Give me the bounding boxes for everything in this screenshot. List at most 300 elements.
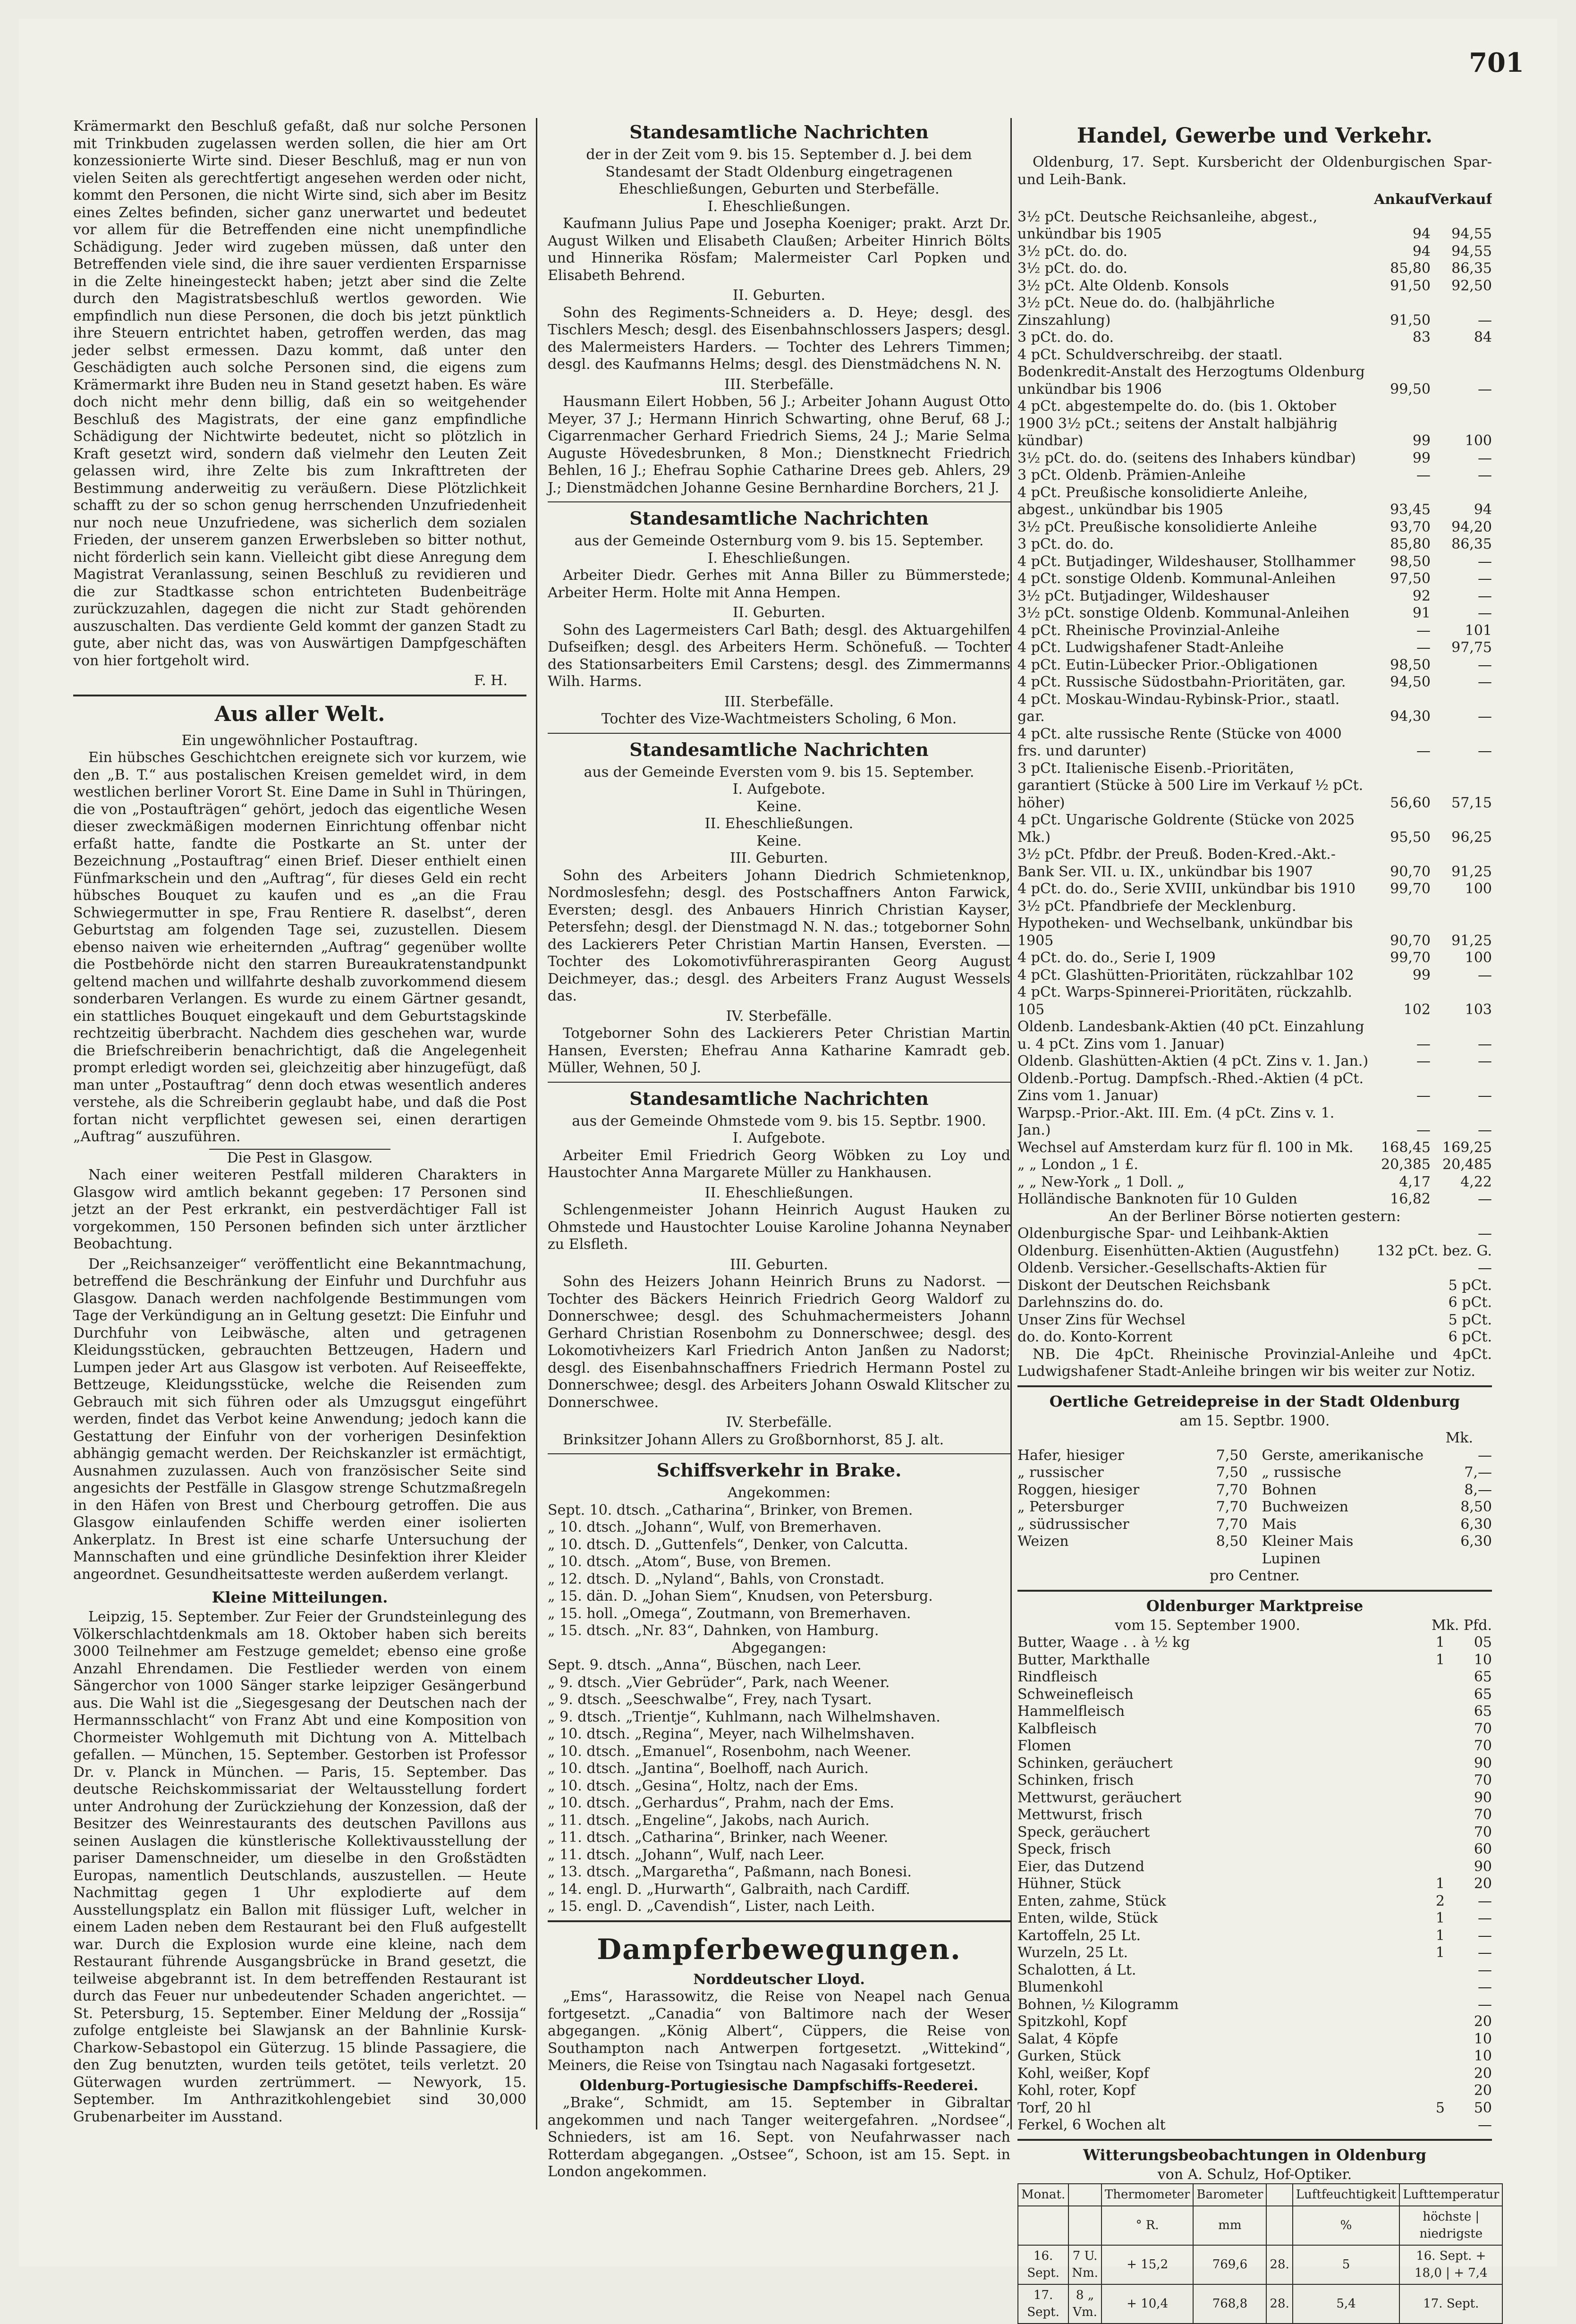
ankauf-value: 16,82 — [1390, 1191, 1431, 1207]
pfennig-value: 70 — [1474, 1772, 1492, 1789]
verkauf-value: — — [1478, 1035, 1492, 1052]
table-row — [1017, 1260, 1492, 1277]
ankauf-value: 94 — [1412, 243, 1431, 260]
column-2 — [548, 118, 1010, 2184]
table-row — [1262, 1516, 1492, 1534]
verkauf-value: 100 — [1465, 881, 1492, 897]
row-value: 7,50 — [1216, 1464, 1248, 1481]
table-row — [1017, 1807, 1492, 1824]
row-label: 4 pCt. abgestempelte do. do. (bis 1. Oktober 1900 3½ pCt.; seitens der Anstalt halbjährig kündbar) — [1017, 398, 1338, 449]
table-row — [1017, 657, 1492, 674]
table-cell: 16. Sept. + 18,0 | + 7,4 — [1399, 2245, 1502, 2284]
ankauf-value: 99 — [1412, 967, 1431, 984]
row-label: 4 pCt. do. do., Serie XVIII, unkündbar bis 1910 — [1017, 881, 1356, 897]
column-header: Luftfeuchtigkeit — [1293, 2184, 1399, 2206]
table-row — [1017, 1174, 1492, 1191]
mark-value — [1402, 2117, 1445, 2134]
table-row — [1017, 1721, 1492, 1738]
article-text: Leipzig, 15. September. Zur Feier der Grundsteinlegung des Völkerschlachtdenkmals am 18. Oktober haben sich bereits 3000 Teilnehmer am Festzuge gemeldet; ebenso eine große Anzahl Ehrendamen. Die Festlieder werden von einem Sängerchor von 1000 Sänger starke leipziger Gesängerbund aus. Die Wahl ist die „Siegesgesang der Deutschen nach der Hermannsschlacht“ von Franz Abt und eine Komposition von Chormeister Wohlgemuth mit Dichtung von A. Mittelbach gefallen. — München, 15. September. Gestorben ist Professor Dr. v. Planck in München. — Paris, 15. September. Das deutsche Reichskommissariat der Weltausstellung fordert unter Androhung der Zurückziehung der Konzession, daß der Besitzer des Weinrestaurants des deutschen Pavillons aus seinen Auslagen die künstlerische Kollektivausstellung der pariser Damenschneider, um dieselbe in den Großstädten Europas, namentlich Deutschlands, auszustellen. — Heute Nachmittag gegen 1 Uhr explodierte auf dem Ausstellungsplatz ein Ballon mit flüssiger Luft, welcher in einem Laden neben dem Restaurant bei den Fluß aufgestellt war. Durch die Explosion wurde eine kleine, nach dem Restaurant führende Ausgangsbrücke in Brand gesetzt, die teilweise abgebrannt ist. In dem betreffenden Restaurant ist durch das Feuer nur unbedeutender Schaden angerichtet. — St. Petersburg, 15. September. Einer Meldung der „Rossija“ zufolge entgleiste bei Slawjansk an der Bahnlinie Kursk-Charkow-Sebastopol ein Güterzug. 15 blinde Passagiere, die den Zug benutzten, wurden teils getötet, teils verletzt. 20 Güterwagen wurden zertrümmert. — Newyork, 15. September. Im Anthrazitkohlengebiet sind 30,000 Grubenarbeiter im Ausstand. — [73, 1609, 526, 2125]
divider — [1017, 1385, 1492, 1387]
ankauf-value: 97,50 — [1390, 570, 1431, 587]
section-title: Dampferbewegungen. — [597, 1933, 961, 1966]
row-label: Hafer, hiesiger — [1017, 1447, 1124, 1464]
row-value: 8,— — [1464, 1481, 1492, 1498]
row-label: „ Petersburger — [1017, 1499, 1124, 1515]
table-row — [1017, 1464, 1248, 1482]
row-label: 3 pCt. Oldenb. Prämien-Anleihe — [1017, 467, 1246, 483]
pfennig-value: 70 — [1474, 1807, 1492, 1823]
mark-value — [1402, 1772, 1445, 1790]
mark-value: 5 — [1435, 2099, 1445, 2116]
table-row — [1017, 2082, 1492, 2100]
mark-value: 1 — [1435, 1651, 1445, 1668]
row-label: Kohl, weißer, Kopf — [1017, 2065, 1149, 2082]
mark-value — [1402, 1721, 1445, 1738]
section-title: Oertliche Getreidepreise in der Stadt Oldenburg — [1049, 1392, 1460, 1410]
table-row — [1017, 1669, 1492, 1686]
ankauf-value: 85,80 — [1390, 536, 1431, 552]
ankauf-value: 90,70 — [1390, 932, 1431, 949]
ankauf-value: 98,50 — [1390, 656, 1431, 673]
unit-note: pro Centner. — [1210, 1568, 1300, 1584]
row-label: 4 pCt. Ungarische Goldrente (Stücke von 2025 Mk.) — [1017, 812, 1355, 846]
row-label: Schweinefleisch — [1017, 1686, 1134, 1703]
entry-text: Hausmann Eilert Hobben, 56 J.; Arbeiter Johann August Otto Meyer, 37 J.; Hermann Hinrich Schwarting, ohne Beruf, 68 J.; Cigarrenmacher Gerhard Friedrich Siems, 24 J.; Marie Selma Auguste Hövedesbrunken, 8 Mon.; Dienstknecht Friedrich Behlen, 16 J.; Ehefrau Sophie Catharine Drees geb. Ahlers, 29 J.; Dienstmädchen Johanne Gesine Bernhardine Borchers, 21 J. — [548, 393, 1010, 496]
row-label: 3½ pCt. Butjadinger, Wildeshauser — [1017, 587, 1269, 604]
row-value: 6,30 — [1460, 1516, 1492, 1533]
weather-table — [1017, 2183, 1503, 2324]
row-label: Enten, wilde, Stück — [1017, 1910, 1158, 1926]
ankauf-value: 93,70 — [1390, 518, 1431, 535]
verkauf-value: — — [1478, 674, 1492, 690]
list-item: „ 15. holl. „Omega“, Zoutmann, von Bremerhaven. — [548, 1605, 911, 1622]
entry-text: Keine. — [756, 832, 802, 849]
mark-value — [1402, 1790, 1445, 1807]
verkauf-value: — — [1478, 312, 1492, 329]
row-value: 5 pCt. — [1448, 1277, 1492, 1294]
column-subheader: ° R. — [1102, 2206, 1194, 2245]
section-subtitle: aus der Gemeinde Eversten vom 9. bis 15. September. — [584, 763, 974, 780]
article-title: Kleine Mitteilungen. — [212, 1588, 388, 1606]
row-label: Blumenkohl — [1017, 1979, 1103, 1995]
row-label: 3½ pCt. Pfdbr. der Preuß. Boden-Kred.-Akt.-Bank Ser. VII. u. IX., unkündbar bis 1907 — [1017, 846, 1336, 880]
divider — [1017, 1590, 1492, 1592]
ankauf-value: 92 — [1412, 587, 1431, 604]
subheading: Angekommen: — [727, 1484, 831, 1501]
row-label: Wechsel auf Amsterdam kurz für fl. 100 in Mk. — [1017, 1139, 1354, 1156]
row-label: Lupinen — [1262, 1550, 1321, 1567]
table-row — [1017, 1910, 1492, 1927]
row-label: Torf, 20 hl — [1017, 2099, 1091, 2116]
table-row — [1017, 1105, 1492, 1139]
verkauf-value: — — [1478, 553, 1492, 570]
ankauf-value: 91 — [1412, 605, 1431, 621]
column-subheader — [1018, 2206, 1068, 2245]
row-label: Weizen — [1017, 1533, 1069, 1550]
column-header — [1068, 2184, 1102, 2206]
row-value: — — [1478, 1260, 1492, 1276]
row-label: Mettwurst, frisch — [1017, 1807, 1143, 1823]
section-title-aus-aller-welt: Aus aller Welt. — [214, 702, 385, 726]
divider — [73, 695, 526, 696]
ankauf-value: 4,17 — [1399, 1173, 1431, 1190]
table-row — [1262, 1447, 1492, 1465]
article-title: Die Pest in Glasgow. — [227, 1149, 373, 1166]
ankauf-value: 95,50 — [1390, 829, 1431, 846]
list-item: „ 10. dtsch. „Jantina“, Boelhoff, nach Aurich. — [548, 1760, 869, 1777]
mark-value — [1402, 1824, 1445, 1841]
pfennig-value: 70 — [1474, 1824, 1492, 1841]
subheading: III. Geburten. — [730, 1256, 828, 1273]
ankauf-value: — — [1416, 1053, 1431, 1069]
ankauf-value: 83 — [1412, 329, 1431, 346]
row-label: „ russische — [1262, 1464, 1341, 1481]
table-row — [1018, 2284, 1502, 2324]
verkauf-value: 96,25 — [1451, 829, 1492, 846]
mark-value — [1402, 1858, 1445, 1876]
unit-label: Mk. — [1445, 1430, 1473, 1446]
row-label: 3½ pCt. Pfandbriefe der Mecklenburg. Hypotheken- und Wechselbank, unkündbar bis 1905 — [1017, 898, 1353, 949]
pfennig-value: 50 — [1474, 2099, 1492, 2116]
newspaper-page — [19, 19, 1557, 2319]
table-row — [1017, 1277, 1492, 1295]
row-label: 4 pCt. Butjadinger, Wildeshauser, Stollhammer — [1017, 553, 1356, 570]
table-row — [1017, 329, 1492, 347]
entry-text: Arbeiter Emil Friedrich Georg Wöbken zu Loy und Haustochter Anna Margarete Müller zu Hankhausen. — [548, 1147, 1010, 1181]
verkauf-value: 94,55 — [1451, 243, 1492, 260]
verkauf-value: 92,50 — [1451, 277, 1492, 294]
pfennig-value: 90 — [1474, 1789, 1492, 1806]
list-item: „ 10. dtsch. „Atom“, Buse, von Bremen. — [548, 1553, 831, 1570]
row-label: 3 pCt. Italienische Eisenb.-Prioritäten, garantiert (Stücke à 500 Lire im Verkauf ½ pCt. höher) — [1017, 760, 1364, 811]
row-label: Kalbfleisch — [1017, 1720, 1097, 1737]
pfennig-value: 60 — [1474, 1841, 1492, 1858]
table-cell: + 15,2 — [1102, 2245, 1194, 2284]
row-label: 4 pCt. Warps-Spinnerei-Prioritäten, rückzahlb. 105 — [1017, 984, 1352, 1018]
pfennig-value: 10 — [1474, 2048, 1492, 2064]
mark-value: 1 — [1435, 1634, 1445, 1651]
pfennig-value: 70 — [1474, 1738, 1492, 1754]
section-title: Standesamtliche Nachrichten — [629, 121, 929, 143]
table-row — [1017, 622, 1492, 640]
subheading: II. Geburten. — [732, 604, 826, 621]
section-title: Standesamtliche Nachrichten — [629, 1087, 929, 1109]
list-item: „ 10. dtsch. „Gerhardus“, Prahm, nach der Ems. — [548, 1795, 894, 1811]
list-item: Sept. 10. dtsch. „Catharina“, Brinker, von Bremen. — [548, 1501, 913, 1518]
entry-text: Sohn des Heizers Johann Heinrich Bruns zu Nadorst. — Tochter des Bäckers Heinrich Friedrich Georg Waldorf zu Donnerschwee; desgl. des Schuhmachermeisters Johann Gerhard Christian Rosenbohm zu Donnerschwee; desgl. des Lokomotivheizers Karl Friedrich Anton Janßen zu Nadorst; desgl. des Eisenbahnschaffners Friedrich Hermann Postel zu Donnerschwee; desgl. des Arbeiters Johann Oswald Klitscher zu Donnerschwee. — [548, 1273, 1010, 1411]
table-cell: 769,6 — [1193, 2245, 1266, 2284]
row-label: Schinken, geräuchert — [1017, 1755, 1173, 1772]
ankauf-value: 93,45 — [1390, 501, 1431, 518]
row-label: Spitzkohl, Kopf — [1017, 2013, 1127, 2030]
table-row — [1017, 1018, 1492, 1053]
verkauf-value: 100 — [1465, 433, 1492, 449]
subheading: II. Eheschließungen. — [704, 815, 854, 832]
kurs-table — [1017, 209, 1492, 1208]
mark-value: 1 — [1435, 1944, 1445, 1961]
table-cell: 28. — [1266, 2245, 1292, 2284]
list-item: „ 10. dtsch. „Gesina“, Holtz, nach der Ems. — [548, 1777, 858, 1794]
table-row — [1017, 1053, 1492, 1070]
table-row — [1017, 1738, 1492, 1755]
row-value: 6 pCt. — [1448, 1294, 1492, 1311]
entry-text: „Ems“, Harassowitz, die Reise von Neapel nach Genua fortgesetzt. „Canadia“ von Baltimore nach der Weser abgegangen. „König Albert“, Cüppers, die Reise von Southampton nach Antwerpen fortgesetzt. „Wittekind“, Meiners, die Reise von Tsingtau nach Nagasaki fortgesetzt. — [548, 1988, 1010, 2074]
row-label: „ südrussischer — [1017, 1516, 1129, 1533]
row-label: 4 pCt. Schuldverschreibg. der staatl. Bodenkredit-Anstalt des Herzogtums Oldenburg unkündbar bis 1906 — [1017, 346, 1365, 398]
row-label: 3½ pCt. do. do. — [1017, 260, 1128, 277]
entry-text: Schlengenmeister Johann Heinrich August Hauken zu Ohmstede und Haustochter Louise Karoline Johanna Neynaber zu Elsfleth. — [548, 1202, 1010, 1253]
mark-value: 1 — [1435, 1875, 1445, 1892]
verkauf-value: 97,75 — [1451, 639, 1492, 656]
ankauf-value: — — [1416, 639, 1431, 656]
column-subheader: % — [1293, 2206, 1399, 2245]
mark-value: 1 — [1435, 1910, 1445, 1926]
table-row — [1017, 1225, 1492, 1243]
ankauf-value: 102 — [1403, 1001, 1431, 1018]
table-row — [1017, 1893, 1492, 1910]
row-label: Roggen, hiesiger — [1017, 1481, 1140, 1498]
table-row — [1017, 2013, 1492, 2031]
table-row — [1017, 1703, 1492, 1721]
row-label: „ „ New-York „ 1 Doll. „ — [1017, 1173, 1185, 1190]
column-header — [1266, 2184, 1292, 2206]
article-text: Ein hübsches Geschichtchen ereignete sich vor kurzem, wie den „B. T.“ aus postalischen Kreisen gemeldet wird, in dem westlichen berliner Vorort St. Eine Dame in Suhl in Thüringen, die von „Postaufträgen“ gehört, jedoch das eigentliche Wesen dieser zweckmäßigen modernen Einrichtung offenbar nicht erfaßt hatte, fandte die Postkarte an St. unter der Bezeichnung „Postauftrag“ einen Brief. Dieser enthielt einen Fünfmarkschein und den „Auftrag“, für dieses Geld ein recht hübsches Bouquet zu kaufen und es „an die Frau Schwiegermutter in spe, Frau Rentiere R. daselbst“, deren Geburtstag am folgenden Tage sei, zuzustellen. Diesem ebenso naiven wie erheiternden „Auftrag“ gegenüber wollte die Postbehörde nicht den starren Bureaukratenstandpunkt geltend machen und willfahrte deshalb zuvorkommend diesem sonderbaren Verlangen. Es wurde zu einem Gärtner gesandt, ein stattliches Bouquet eingekauft und dem Geburtstagskinde rechtzeitig überbracht. Nachdem dies geschehen war, wurde die Briefschreiberin benachrichtigt, daß die Angelegenheit prompt erledigt worden sei, gleichzeitig aber hinzugefügt, daß man unter „Postauftrag“ denn doch etwas wesentlich anderes verstehe, als die Schreiberin geglaubt habe, und daß die Post fortan nicht verpflichtet gewesen sei, einen derartigen „Auftrag“ auszuführen. — [73, 749, 526, 1145]
table-cell: 17. Sept. — [1018, 2284, 1068, 2324]
table-cell: + 10,4 — [1102, 2284, 1194, 2324]
row-label: 4 pCt. Russische Südostbahn-Prioritäten, gar. — [1017, 674, 1346, 690]
entry-text: Keine. — [756, 798, 802, 815]
table-row — [1017, 812, 1492, 846]
entry-text: Arbeiter Diedr. Gerhes mit Anna Biller zu Bümmerstede; Arbeiter Herm. Holte mit Anna Hempen. — [548, 567, 1010, 601]
verkauf-value: — — [1478, 587, 1492, 604]
table-row — [1262, 1533, 1492, 1551]
row-value: 5 pCt. — [1448, 1311, 1492, 1328]
table-row — [1017, 674, 1492, 691]
verkauf-value: — — [1478, 450, 1492, 466]
row-value: 7,70 — [1216, 1516, 1248, 1533]
subheading: IV. Sterbefälle. — [726, 1008, 832, 1025]
verkauf-value: 84 — [1474, 329, 1492, 346]
table-row — [1017, 1294, 1492, 1312]
kurs-header: Ankauf Verkauf — [1373, 191, 1492, 208]
table-row — [1017, 691, 1492, 726]
ankauf-value: 90,70 — [1390, 863, 1431, 880]
row-label: 3 pCt. do. do. — [1017, 329, 1114, 346]
table-row — [1017, 519, 1492, 536]
table-row — [1017, 1329, 1492, 1346]
list-item: „ 15. dän. D. „Johan Siem“, Knudsen, von Petersburg. — [548, 1588, 933, 1604]
mark-value — [1402, 2082, 1445, 2100]
row-label: Oldenburgische Spar- und Leihbank-Aktien — [1017, 1225, 1329, 1242]
pfennig-value: 20 — [1474, 1875, 1492, 1892]
table-row — [1017, 1499, 1248, 1516]
row-label: Mais — [1262, 1516, 1297, 1533]
row-label: 3½ pCt. do. do. (seitens des Inhabers kündbar) — [1017, 450, 1356, 466]
row-label: 3½ pCt. Alte Oldenb. Konsols — [1017, 277, 1229, 294]
row-value — [1445, 1551, 1492, 1568]
ankauf-value: 85,80 — [1390, 260, 1431, 277]
table-row — [1017, 570, 1492, 588]
entry-text: „Brake“, Schmidt, am 15. September in Gibraltar angekommen und nach Tanger weitergefahren. „Nordsee“, Schnieders, ist am 16. Sept. von Neufahrwasser nach Rotterdam abgegangen. „Ostsee“, Schoon, ist am 15. Sept. in London angekommen. — [548, 2095, 1010, 2180]
table-row — [1017, 1858, 1492, 1876]
ankauf-value: 99 — [1412, 450, 1431, 466]
article-text: Nach einer weiteren Pestfall milderen Charakters in Glasgow wird amtlich bekannt gegeben: 17 Personen sind jetzt an der Pest erkrankt, ein pestverdächtiger Fall ist vorgekommen, 150 Personen befinden sich unter ärztlicher Beobachtung. — [73, 1167, 526, 1252]
table-row — [1017, 726, 1492, 760]
row-label: Gerste, amerikanische — [1262, 1447, 1424, 1464]
row-label: 4 pCt. Glashütten-Prioritäten, rückzahlbar 102 — [1017, 967, 1354, 984]
row-value: 8,50 — [1460, 1499, 1492, 1515]
ankauf-value: 99 — [1412, 433, 1431, 449]
ankauf-value: — — [1416, 1087, 1431, 1104]
verkauf-value: — — [1478, 967, 1492, 984]
row-label: Butter, Markthalle — [1017, 1651, 1150, 1668]
table-row — [1017, 881, 1492, 898]
row-label: Speck, frisch — [1017, 1841, 1111, 1858]
verkauf-value: — — [1478, 1122, 1492, 1138]
row-label: Salat, 4 Köpfe — [1017, 2030, 1118, 2047]
row-label: Holländische Banknoten für 10 Gulden — [1017, 1191, 1297, 1207]
table-row — [1017, 1447, 1248, 1465]
list-item: Sept. 9. dtsch. „Anna“, Büschen, nach Leer. — [548, 1657, 862, 1673]
section-subtitle: der in der Zeit vom 9. bis 15. September d. J. bei dem Standesamt der Stadt Oldenburg eingetragenen Eheschließungen, Geburten und Sterbefälle. — [586, 146, 972, 197]
pfennig-value: — — [1478, 2117, 1492, 2133]
ankauf-value: 91,50 — [1390, 312, 1431, 329]
table-row — [1017, 1755, 1492, 1773]
table-row — [1017, 846, 1492, 881]
row-label: Oldenb. Glashütten-Aktien (4 pCt. Zins v. 1. Jan.) — [1017, 1053, 1369, 1069]
pfennig-value: — — [1478, 1944, 1492, 1961]
verkauf-value: — — [1478, 1191, 1492, 1207]
row-label: Eier, das Dutzend — [1017, 1858, 1144, 1875]
column-header: Thermometer — [1102, 2184, 1194, 2206]
pfennig-value: — — [1478, 1961, 1492, 1978]
pfennig-value: 65 — [1474, 1686, 1492, 1703]
subheading: III. Sterbefälle. — [724, 376, 834, 393]
table-row — [1017, 278, 1492, 295]
column-divider — [1010, 118, 1012, 2129]
subheading: I. Aufgebote. — [732, 781, 826, 797]
ankauf-value: 99,70 — [1390, 950, 1431, 966]
table-row — [1017, 1979, 1492, 1996]
list-item: „ 10. dtsch. D. „Guttenfels“, Denker, von Calcutta. — [548, 1536, 908, 1553]
subheading: I. Eheschließungen. — [707, 550, 851, 567]
row-label: 4 pCt. Rheinische Provinzial-Anleihe — [1017, 622, 1280, 639]
mark-value — [1402, 2013, 1445, 2031]
row-label: 4 pCt. sonstige Oldenb. Kommunal-Anleihen — [1017, 570, 1336, 587]
table-row — [1017, 1824, 1492, 1841]
table-row — [1017, 898, 1492, 950]
table-row — [1017, 605, 1492, 622]
table-row — [1017, 1841, 1492, 1858]
table-cell: 17. Sept. — [1399, 2284, 1502, 2324]
mark-value: 2 — [1435, 1892, 1445, 1909]
subheading: IV. Sterbefälle. — [726, 1414, 832, 1431]
table-cell: 5,4 — [1293, 2284, 1399, 2324]
verkauf-value: 86,35 — [1451, 260, 1492, 277]
intro-paragraph: Krämermarkt den Beschluß gefaßt, daß nur solche Personen mit Trinkbuden zugelassen werden sollen, die hier am Ort konzessionierte Wirte sind. Dieser Beschluß, mag er nun von vielen Seiten als gerechtfertigt angesehen werden oder nicht, kommt den Personen, die nicht Wirte sind, sich aber im Besitz eines Zeltes befinden, sicher ganz unerwartet und bedeutet vor allem für die Betreffenden eine nicht unempfindliche Schädigung. Jeder wird zugeben müssen, daß unter den Betreffenden viele sind, die ihre sauer verdienten Ersparnisse in die Zelte hineingesteckt haben; jetzt aber sind die Zelte durch den Magistratsbeschluß wertlos geworden. Wie empfindlich nun diese Personen, die doch bis jetzt pünktlich ihre Steuern entrichtet haben, getroffen werden, das mag jeder selbst ermessen. Dazu kommt, daß unter den Geschädigten auch solche Personen sind, die eigens zum Krämermarkt ihre Buden neu in Stand gesetzt haben. Es wäre doch nicht mehr denn billig, daß ein so weitgehender Beschluß des Magistrats, der eine ganz empfindliche Schädigung der Nichtwirte bedeutet, nicht so plötzlich in Kraft gesetzt wird, sondern daß vielmehr den Leuten Zeit gelassen wird, ihre Zelte bis zum Inkrafttreten der Bestimmung anderweitig zu veräußern. Diese Plötzlichkeit schafft zu der so schon genug herrschenden Unzufriedenheit nur noch neue Unzufriedene, was sicherlich dem sozialen Frieden, der unserem ganzen Erwerbsleben so bitter nothut, nicht förderlich sein kann. Vielleicht gibt diese Anregung dem Magistrat Veranlassung, seinen Beschluß zu revidieren und die zur Stadtkasse schon entrichteten Budenbeiträge zurückzuzahlen, dagegen die nicht zur Stadt gehörenden auszuschalten. Das verdiente Geld kommt der ganzen Stadt zu gute, aber nicht das, was von Auswärtigen Dampfgeschäften von hier fortgeholt wird. — [73, 118, 526, 669]
mark-value — [1402, 1703, 1445, 1721]
row-value: 7,50 — [1216, 1447, 1248, 1464]
row-label: „ „ London „ 1 £. — [1017, 1156, 1138, 1173]
column-divider — [536, 118, 537, 2129]
table-row — [1017, 2065, 1492, 2083]
mark-value — [1402, 1738, 1445, 1755]
row-label: 4 pCt. Eutin-Lübecker Prior.-Obligationen — [1017, 656, 1318, 673]
verkauf-value: 100 — [1465, 950, 1492, 966]
ankauf-value: 168,45 — [1381, 1139, 1431, 1156]
kursbericht-intro: Oldenburg, 17. Sept. Kursbericht der Oldenburgischen Spar- und Leih-Bank. — [1017, 154, 1492, 188]
row-label: 3½ pCt. Neue do. do. (halbjährliche Zinszahlung) — [1017, 295, 1275, 329]
pfennig-value: 05 — [1474, 1634, 1492, 1651]
table-row — [1017, 984, 1492, 1018]
ankauf-value: 56,60 — [1390, 794, 1431, 811]
row-label: Bohnen, ½ Kilogramm — [1017, 1996, 1179, 2013]
row-label: Ferkel, 6 Wochen alt — [1017, 2117, 1166, 2133]
table-row — [1017, 450, 1492, 467]
mark-value — [1402, 1962, 1445, 1979]
section-title: Standesamtliche Nachrichten — [629, 508, 929, 529]
row-label: Speck, geräuchert — [1017, 1824, 1150, 1841]
entry-text: Sohn des Lagermeisters Carl Bath; desgl. des Aktuargehilfen Dufseifken; desgl. des Arbeiters Herm. Schönefuß. — Tochter des Stationsarbeiters Emil Carstens; desgl. des Zimmermanns Wilh. Harms. — [548, 621, 1010, 690]
table-header-row — [1018, 2184, 1502, 2206]
table-row — [1017, 1944, 1492, 1962]
column-subheader — [1068, 2206, 1102, 2245]
table-row — [1017, 1962, 1492, 1979]
pfennig-value: 70 — [1474, 1720, 1492, 1737]
row-label: Diskont der Deutschen Reichsbank — [1017, 1277, 1270, 1294]
entry-text: Kaufmann Julius Pape und Josepha Koeniger; prakt. Arzt Dr. August Wilken und Elisabeth Claußen; Arbeiter Hinrich Bölts und Hinnerika Rösfam; Malermeister Carl Popken und Elisabeth Behrend. — [548, 215, 1010, 284]
pfennig-value: 90 — [1474, 1755, 1492, 1772]
table-row — [1017, 1686, 1492, 1704]
departures-list — [548, 1657, 1010, 1916]
row-label: 3½ pCt. sonstige Oldenb. Kommunal-Anleihen — [1017, 605, 1350, 621]
column-subheader: höchste | niedrigste — [1399, 2206, 1502, 2245]
mark-value — [1402, 2065, 1445, 2083]
mark-value: 1 — [1435, 1927, 1445, 1944]
entry-text: Brinksitzer Johann Allers zu Großbornhorst, 85 J. alt. — [563, 1431, 944, 1448]
pfennig-value: — — [1478, 1979, 1492, 1995]
list-item: „ 11. dtsch. „Johann“, Wulf, nach Leer. — [548, 1846, 825, 1863]
row-value: 7,70 — [1216, 1481, 1248, 1498]
table-row — [1017, 1516, 1248, 1534]
pfennig-value: 20 — [1474, 2082, 1492, 2099]
table-row — [1017, 950, 1492, 967]
row-value: 6,30 — [1460, 1533, 1492, 1550]
list-item: „ 9. dtsch. „Vier Gebrüder“, Park, nach Weener. — [548, 1674, 890, 1691]
column-3 — [1017, 118, 1500, 2324]
row-value: 8,50 — [1216, 1533, 1248, 1550]
row-label: Flomen — [1017, 1738, 1071, 1754]
row-label: 4 pCt. Preußische konsolidierte Anleihe, abgest., unkündbar bis 1905 — [1017, 484, 1308, 518]
ankauf-value: 99,50 — [1390, 381, 1431, 398]
divider — [548, 1920, 1010, 1922]
subheading: II. Geburten. — [732, 287, 826, 304]
table-row — [1017, 1875, 1492, 1893]
table-row — [1017, 484, 1492, 519]
table-cell: 8 „ Vm. — [1068, 2284, 1102, 2324]
ankauf-value: — — [1416, 743, 1431, 759]
arrivals-list — [548, 1502, 1010, 1640]
verkauf-value: — — [1478, 708, 1492, 725]
section-subtitle: von A. Schulz, Hof-Optiker. — [1157, 2166, 1352, 2183]
table-cell: 16. Sept. — [1018, 2245, 1068, 2284]
table-row — [1017, 347, 1492, 399]
row-label: Hammelfleisch — [1017, 1703, 1125, 1720]
row-label: Unser Zins für Wechsel — [1017, 1311, 1186, 1328]
row-label: Wurzeln, 25 Lt. — [1017, 1944, 1128, 1961]
verkauf-value: 91,25 — [1451, 863, 1492, 880]
row-label: Mettwurst, geräuchert — [1017, 1789, 1182, 1806]
